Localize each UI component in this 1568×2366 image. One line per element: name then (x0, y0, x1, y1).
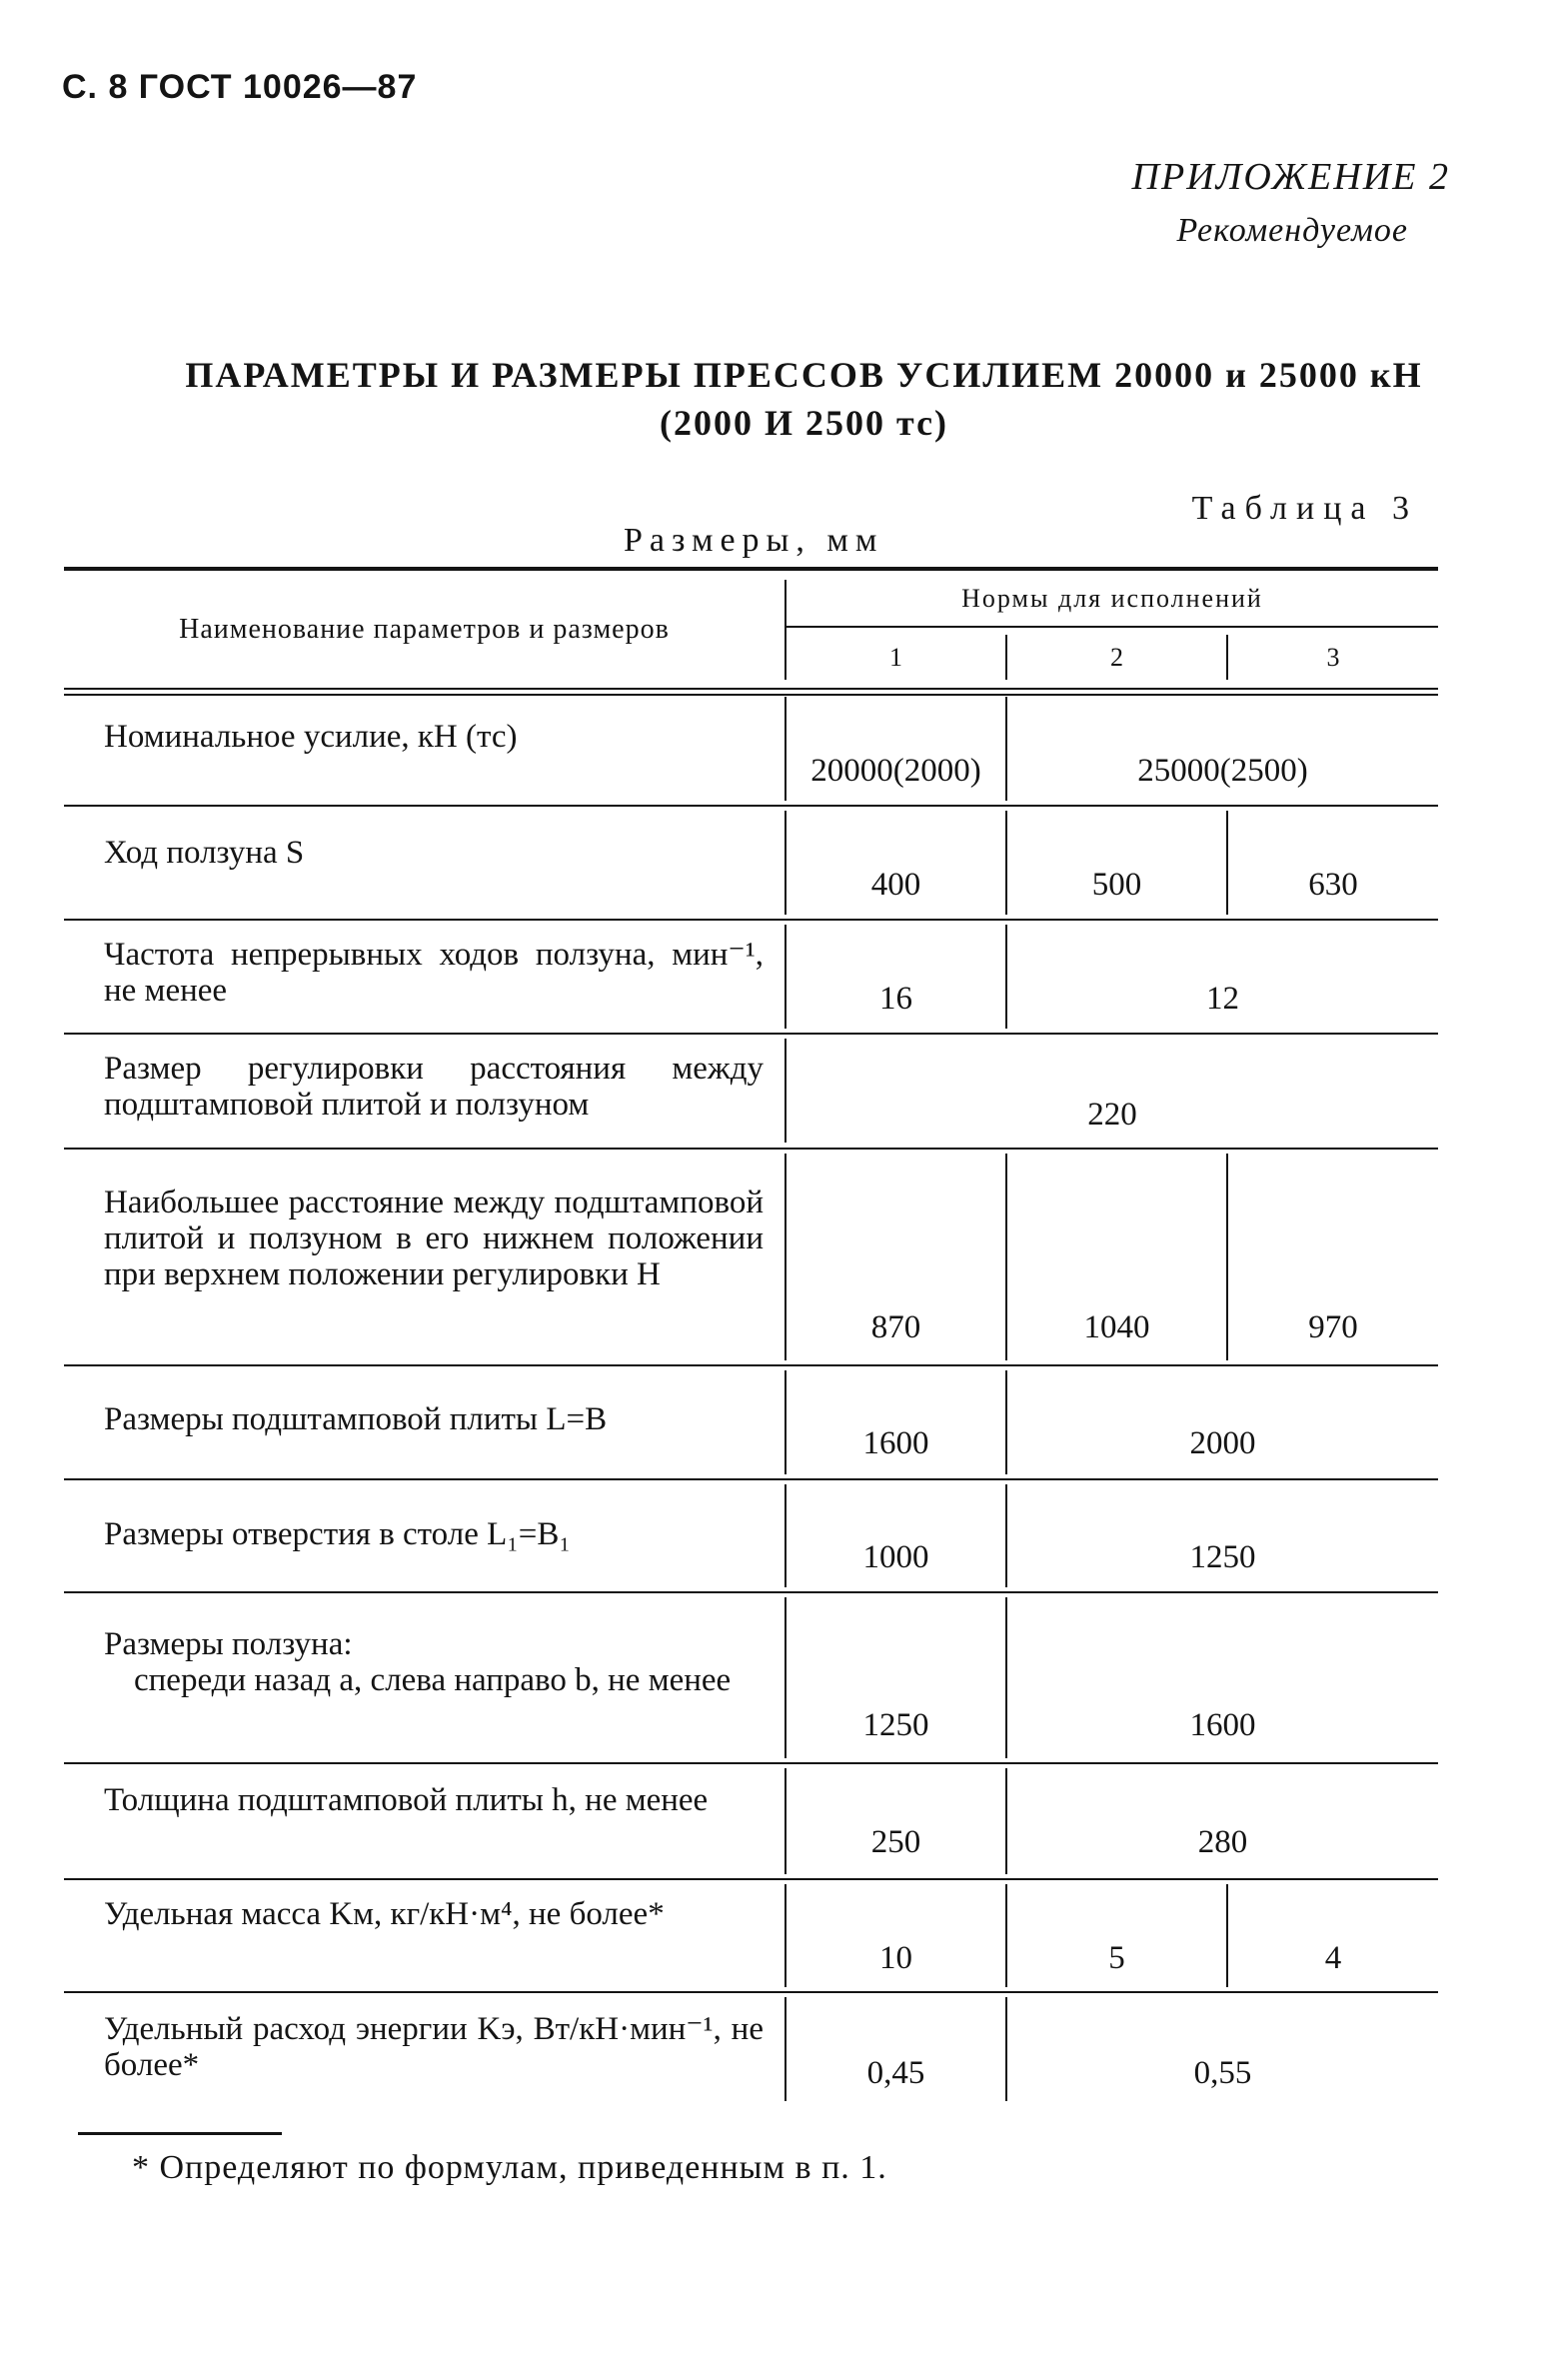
table-cell: 400 (870, 867, 921, 903)
table-cell: 25000(2500) (1137, 753, 1308, 789)
table-cell: 250 (870, 1824, 921, 1860)
table-cell: 280 (1197, 1824, 1248, 1860)
footnote: * Определяют по формулам, приведенным в п. 1. (132, 2149, 887, 2186)
dimensions-note: Размеры, мм (624, 522, 884, 559)
table-cell: 12 (1206, 981, 1239, 1017)
table-cell: 20000(2000) (810, 753, 981, 789)
header-version-1: 1 (889, 643, 902, 672)
parameters-table (64, 567, 1438, 2101)
page-subtitle: (2000 И 2500 тс) (659, 403, 949, 443)
row-name: Наибольшее расстояние между подштамповой плитой и ползуном в его нижнем положении при верхнем положении регулировки H (104, 1184, 764, 1292)
row-name: Удельная масса Kм, кг/кН·м⁴, не более* (104, 1896, 665, 1932)
table-cell: 1250 (1189, 1539, 1256, 1575)
table-cell: 5 (1108, 1940, 1125, 1976)
table-cell: 970 (1308, 1309, 1358, 1345)
table-cell: 0,45 (866, 2055, 925, 2091)
header-norms: Нормы для исполнений (961, 583, 1263, 613)
header-bottom-rule (64, 688, 1438, 690)
table-cell: 16 (879, 981, 912, 1017)
table-cell: 10 (879, 1940, 912, 1976)
header-name-column: Наименование параметров и размеров (179, 613, 670, 645)
table-cell: 500 (1091, 867, 1142, 903)
table-cell: 1040 (1083, 1309, 1150, 1345)
table-cell: 0,55 (1193, 2055, 1252, 2091)
header-version-3: 3 (1326, 643, 1340, 672)
appendix-label: ПРИЛОЖЕНИЕ 2 (1131, 156, 1450, 198)
row-name: Размеры подштамповой плиты L=B (104, 1401, 608, 1437)
row-name: Размеры ползуна: (104, 1626, 353, 1662)
table-cell: 1600 (862, 1425, 929, 1461)
row-name: спереди назад a, слева направо b, не менее (134, 1662, 732, 1698)
row-name: Частота непрерывных ходов ползуна, мин⁻¹, не менее (104, 937, 764, 1009)
table-cell: 1250 (862, 1707, 929, 1743)
table-cell: 870 (870, 1309, 921, 1345)
row-name: Толщина подштамповой плиты h, не менее (104, 1782, 709, 1818)
footnote-rule (78, 2132, 282, 2135)
header-version-2: 2 (1110, 643, 1123, 672)
table-cell: 4 (1324, 1940, 1342, 1976)
table-caption: Таблица 3 (1191, 490, 1418, 527)
row-name: Размеры отверстия в столе L₁=B₁ (104, 1516, 571, 1552)
row-name: Удельный расход энергии Kэ, Вт/кН·мин⁻¹, не более* (104, 2011, 764, 2083)
table-cell: 1000 (862, 1539, 929, 1575)
recommended-label: Рекомендуемое (1176, 212, 1408, 249)
row-name: Ход ползуна S (104, 835, 305, 871)
table-cell: 220 (1087, 1097, 1137, 1133)
table-cell: 2000 (1189, 1425, 1256, 1461)
table-cell: 630 (1308, 867, 1358, 903)
table-cell: 1600 (1189, 1707, 1256, 1743)
page-header: С. 8 ГОСТ 10026—87 (62, 68, 418, 106)
row-name: Размер регулировки расстояния между подштамповой плитой и ползуном (104, 1051, 764, 1123)
page-title: ПАРАМЕТРЫ И РАЗМЕРЫ ПРЕССОВ УСИЛИЕМ 20000 и 25000 кН (185, 355, 1423, 395)
row-name: Номинальное усилие, кН (тс) (104, 719, 518, 755)
